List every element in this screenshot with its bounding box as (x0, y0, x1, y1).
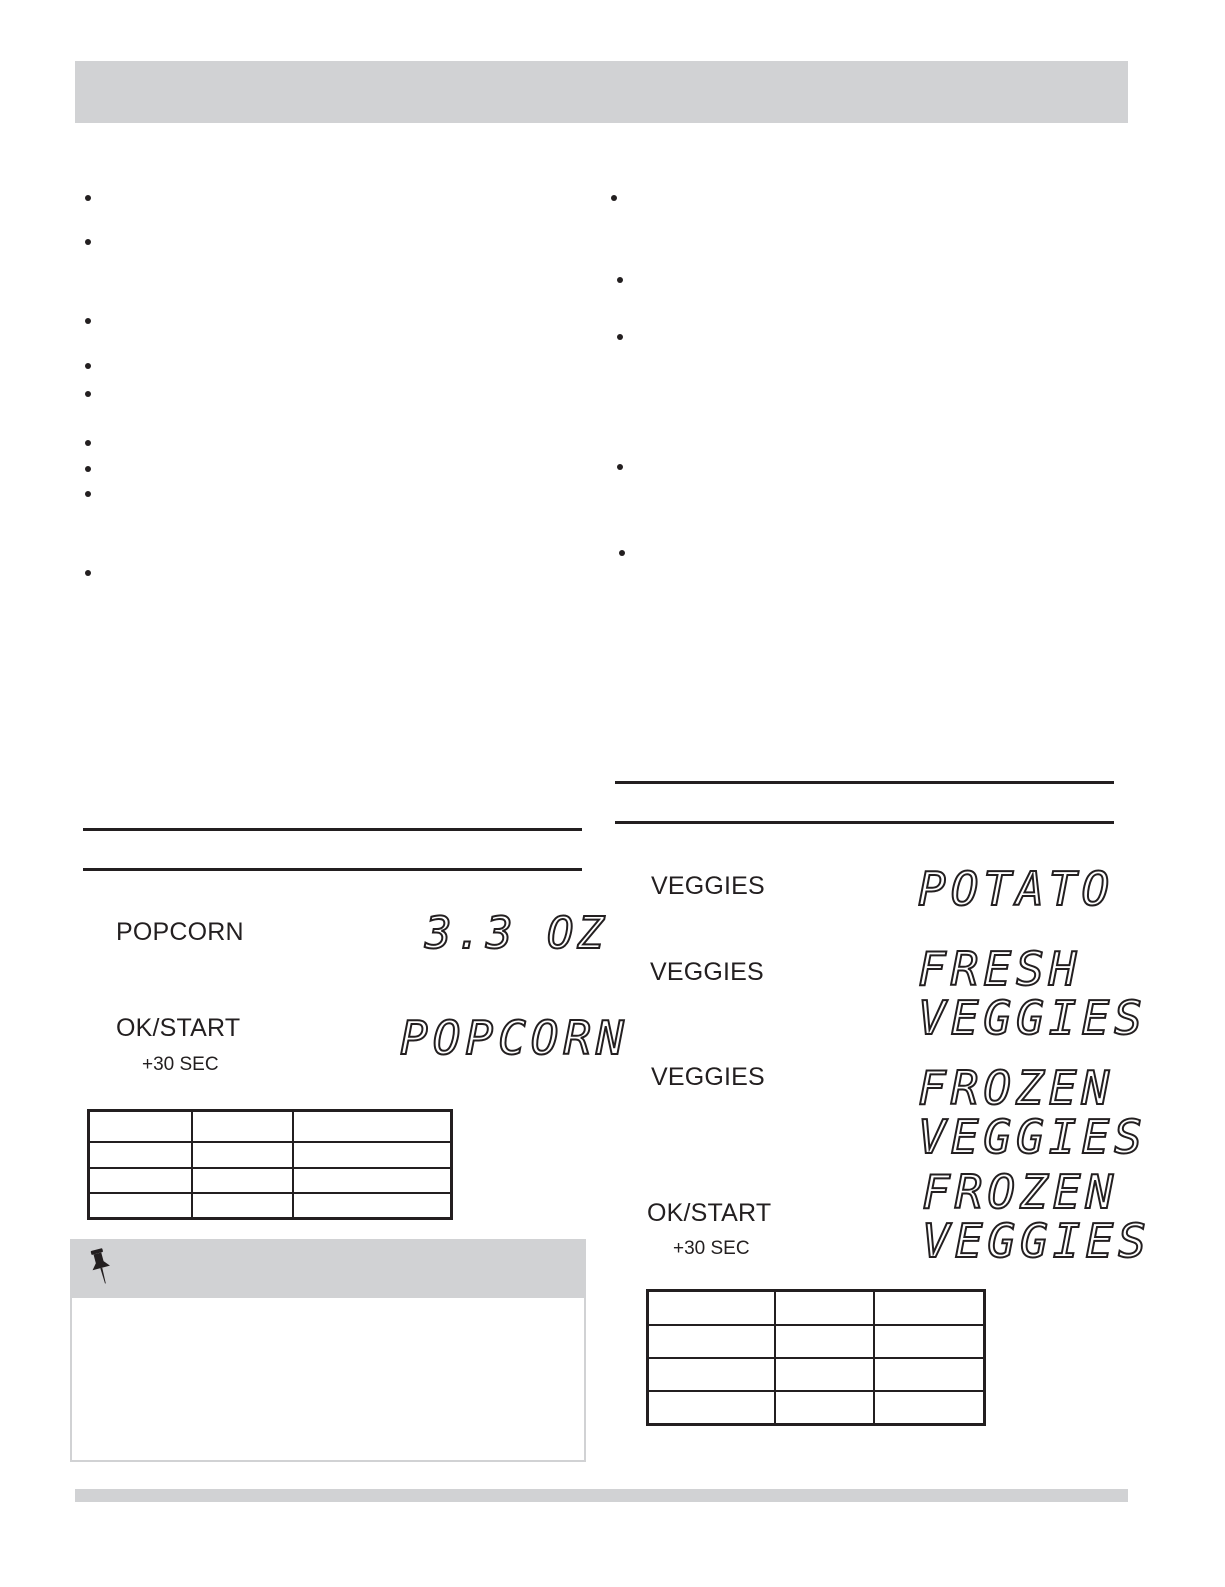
bullet (617, 277, 623, 283)
popcorn-table (87, 1109, 453, 1220)
table-cell (648, 1391, 776, 1424)
bullet (85, 440, 91, 446)
table-cell (293, 1193, 452, 1219)
footer-band (75, 1489, 1128, 1502)
bullet (619, 550, 625, 556)
bullet (617, 464, 623, 470)
pushpin-icon (88, 1247, 114, 1292)
table-cell (89, 1142, 193, 1168)
table-row (648, 1391, 985, 1424)
section-rule-bottom (83, 868, 582, 871)
header-band (75, 61, 1128, 123)
table-cell (293, 1142, 452, 1168)
veggies-start-key-label: OK/START (647, 1199, 772, 1227)
table-cell (775, 1291, 874, 1325)
table-row (648, 1358, 985, 1391)
veggies-start-key-sublabel: +30 SEC (673, 1238, 750, 1259)
veggies-key-label-3: VEGGIES (651, 1063, 765, 1091)
table-cell (192, 1193, 293, 1219)
bullet (617, 334, 623, 340)
table-cell (648, 1325, 776, 1358)
table-row (89, 1142, 452, 1168)
section-rule-bottom (615, 821, 1114, 824)
bullet (85, 570, 91, 576)
table-cell (874, 1291, 985, 1325)
table-row (89, 1111, 452, 1142)
table-cell (874, 1391, 985, 1424)
bullet (85, 195, 91, 201)
table-cell (293, 1168, 452, 1193)
table-cell (648, 1358, 776, 1391)
table-cell (192, 1111, 293, 1142)
popcorn-weight-display: 3.3 OZ (425, 908, 608, 959)
note-header (70, 1239, 586, 1298)
bullet (85, 239, 91, 245)
table-cell (874, 1358, 985, 1391)
bullet (85, 391, 91, 397)
table-cell (775, 1391, 874, 1424)
table-row (89, 1193, 452, 1219)
popcorn-key-label: POPCORN (116, 918, 244, 946)
bullet (85, 363, 91, 369)
table-cell (293, 1111, 452, 1142)
veggies-key-label-2: VEGGIES (650, 958, 764, 986)
potato-display: POTATO (918, 862, 1115, 916)
section-rule-top (615, 781, 1114, 784)
section-rule-top (83, 828, 582, 831)
fresh-display-line1: FRESH (918, 942, 1082, 996)
frozen-final-display-line2: VEGGIES (922, 1214, 1151, 1268)
bullet (85, 318, 91, 324)
table-cell (192, 1168, 293, 1193)
bullet (85, 491, 91, 497)
veggies-table (646, 1289, 986, 1426)
table-cell (89, 1193, 193, 1219)
table-cell (775, 1325, 874, 1358)
fresh-display-line2: VEGGIES (918, 991, 1147, 1045)
frozen-final-display-line1: FROZEN (922, 1165, 1119, 1219)
table-row (648, 1291, 985, 1325)
bullet (611, 195, 617, 201)
table-row (648, 1325, 985, 1358)
frozen-display-line1: FROZEN (918, 1061, 1115, 1115)
table-cell (192, 1142, 293, 1168)
table-cell (648, 1291, 776, 1325)
popcorn-display: POPCORN (400, 1011, 629, 1065)
table-cell (775, 1358, 874, 1391)
veggies-key-label-1: VEGGIES (651, 872, 765, 900)
start-key-sublabel: +30 SEC (142, 1054, 219, 1075)
table-cell (89, 1168, 193, 1193)
table-cell (89, 1111, 193, 1142)
bullet (85, 466, 91, 472)
start-key-label: OK/START (116, 1014, 241, 1042)
table-row (89, 1168, 452, 1193)
frozen-display-line2: VEGGIES (918, 1110, 1147, 1164)
table-cell (874, 1325, 985, 1358)
